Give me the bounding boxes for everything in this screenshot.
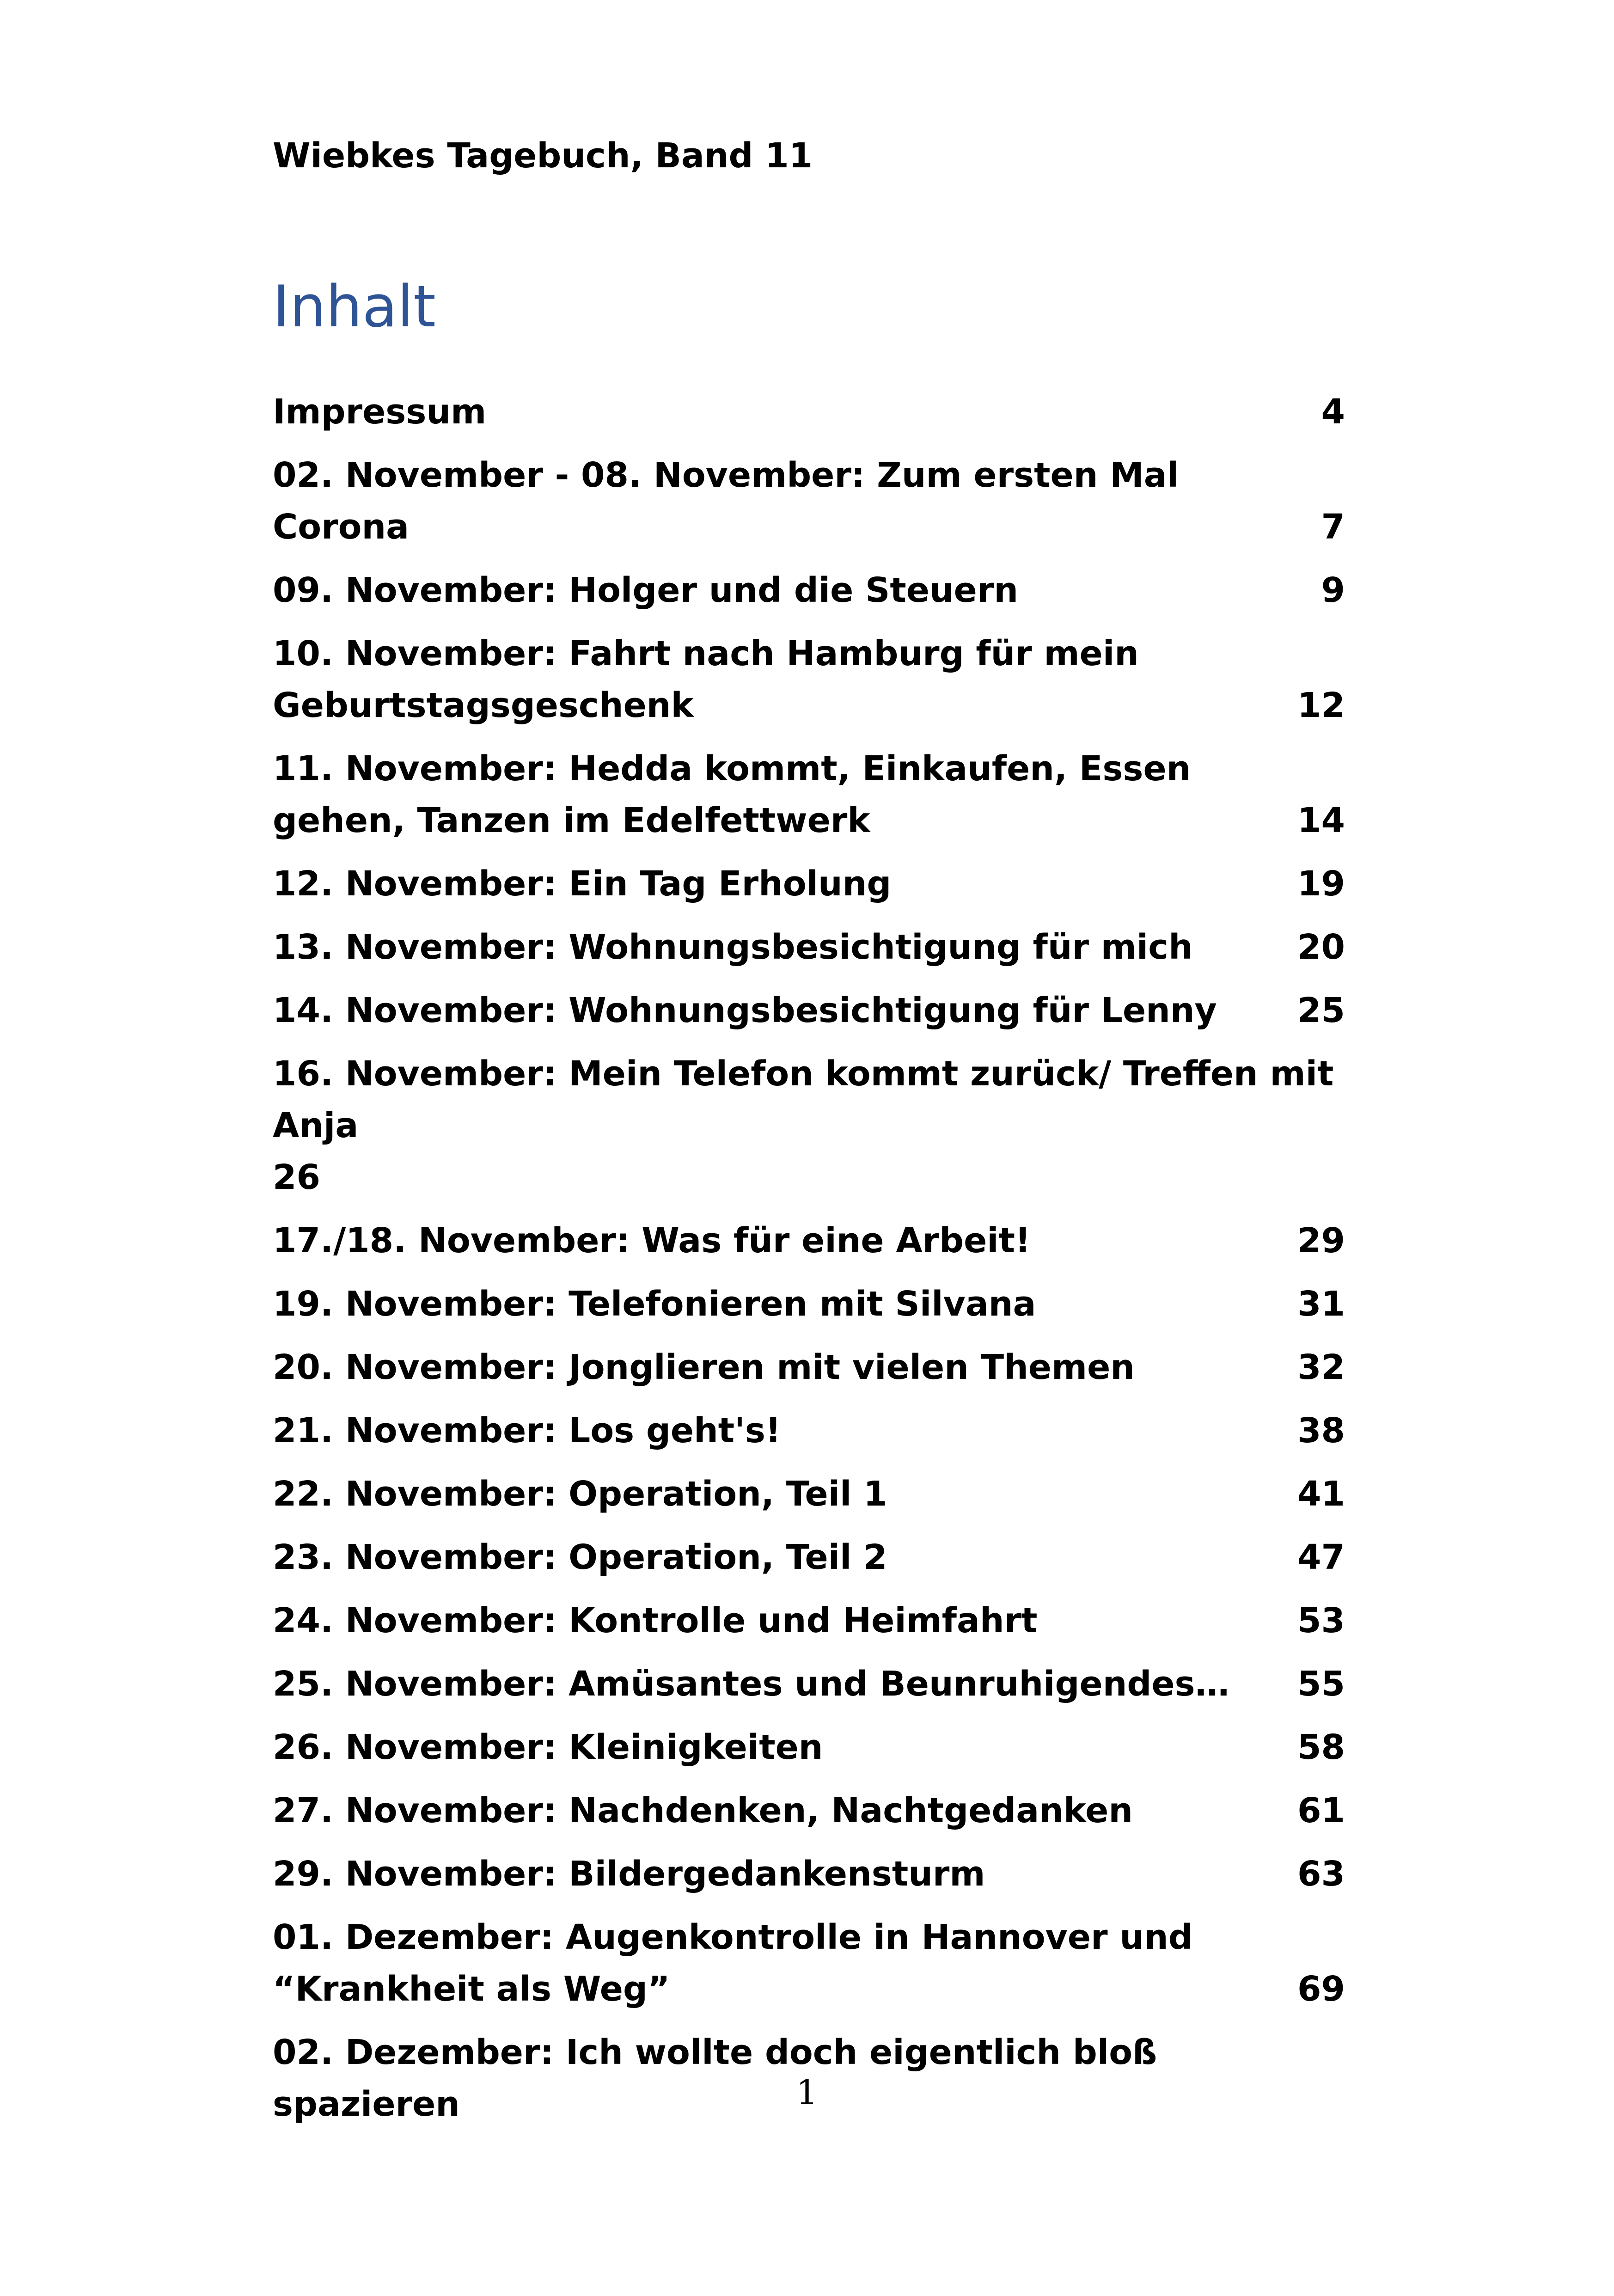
toc-entry[interactable] [273,1721,1345,1773]
toc-entry-title: 01. Dezember: Augenkontrolle in Hannover und “Krankheit als Weg” [273,1917,1193,2009]
toc-entry-page: 9 [1321,570,1345,610]
toc-entry-title: 22. November: Operation, Teil 1 [273,1474,887,1514]
toc-entry[interactable] [273,921,1345,973]
toc-entry-title: 02. Dezember: Ich wollte doch eigentlich bloß spazieren [273,2033,1157,2124]
toc-entry-title: 21. November: Los geht's! [273,1411,781,1451]
toc-entry-title: 29. November: Bildergedankensturm [273,1854,985,1894]
page-number: 1 [796,2073,818,2112]
toc-entry-title: 13. November: Wohnungsbesichtigung für mich [273,927,1193,967]
toc-entry[interactable] [273,564,1345,616]
toc-entry[interactable] [273,628,1345,731]
toc-entry[interactable] [273,1785,1345,1837]
toc-entry-page: 25 [1297,991,1345,1030]
toc-entry-page: 47 [1297,1537,1345,1577]
toc-entry-page: 63 [1297,1854,1345,1894]
toc-entry[interactable] [273,1595,1345,1647]
toc-entry-page: 69 [1297,1969,1345,2009]
toc-entry-title: 16. November: Mein Telefon kommt zurück/ Treffen mit Anja [273,1054,1334,1145]
toc-entry-title: 17./18. November: Was für eine Arbeit! [273,1221,1031,1261]
toc-entry-title: 10. November: Fahrt nach Hamburg für mein Geburtstagsgeschenk [273,634,1139,725]
table-of-contents [273,386,1345,2142]
toc-entry-page: 41 [1297,1474,1345,1514]
toc-entry[interactable] [273,386,1345,438]
toc-entry-title: 11. November: Hedda kommt, Einkaufen, Essen gehen, Tanzen im Edelfettwerk [273,749,1191,840]
toc-entry-page: 19 [1297,864,1345,904]
toc-entry[interactable] [273,1215,1345,1267]
toc-entry-page: 55 [1297,1664,1345,1704]
toc-entry[interactable] [273,1848,1345,1900]
toc-entry-title: 19. November: Telefonieren mit Silvana [273,1284,1036,1324]
toc-entry[interactable] [273,1658,1345,1710]
toc-entry-page: 12 [1297,686,1345,725]
toc-entry-title: 14. November: Wohnungsbesichtigung für Lenny [273,991,1217,1030]
toc-entry-title: 20. November: Jonglieren mit vielen Themen [273,1347,1135,1387]
toc-entry-page: 14 [1297,801,1345,840]
toc-entry-page: 4 [1321,392,1345,432]
toc-entry-title: 23. November: Operation, Teil 2 [273,1537,887,1577]
toc-entry-page: 61 [1297,1791,1345,1831]
toc-entry[interactable] [273,1048,1345,1203]
toc-entry-title: 25. November: Amüsantes und Beunruhigendes… [273,1664,1229,1704]
toc-entry[interactable] [273,1531,1345,1583]
toc-entry-page: 20 [1297,927,1345,967]
toc-entry-title: 02. November - 08. November: Zum ersten Mal Corona [273,455,1179,547]
toc-entry[interactable] [273,1468,1345,1520]
toc-entry-title: 26. November: Kleinigkeiten [273,1727,823,1767]
toc-entry[interactable] [273,1911,1345,2015]
toc-entry[interactable] [273,858,1345,910]
toc-entry-title: 12. November: Ein Tag Erholung [273,864,892,904]
toc-entry-page: 29 [1297,1221,1345,1261]
book-title: Wiebkes Tagebuch, Band 11 [273,136,813,176]
toc-entry-title: 27. November: Nachdenken, Nachtgedanken [273,1791,1133,1831]
toc-entry-page: 31 [1297,1284,1345,1324]
toc-entry-page: 7 [1321,507,1345,547]
toc-entry-title: 24. November: Kontrolle und Heimfahrt [273,1601,1038,1641]
toc-entry-page: 26 [273,1157,320,1197]
toc-entry-page: 32 [1297,1347,1345,1387]
toc-entry[interactable] [273,743,1345,846]
toc-entry[interactable] [273,1278,1345,1330]
toc-heading: Inhalt [273,274,436,340]
toc-entry[interactable] [273,1405,1345,1457]
toc-entry[interactable] [273,1341,1345,1393]
toc-entry[interactable] [273,985,1345,1036]
toc-entry-page: 58 [1297,1727,1345,1767]
toc-entry-title: 09. November: Holger und die Steuern [273,570,1019,610]
toc-entry-title: Impressum [273,392,487,432]
toc-entry-page: 38 [1297,1411,1345,1451]
toc-entry[interactable] [273,449,1345,553]
toc-entry-page: 53 [1297,1601,1345,1641]
